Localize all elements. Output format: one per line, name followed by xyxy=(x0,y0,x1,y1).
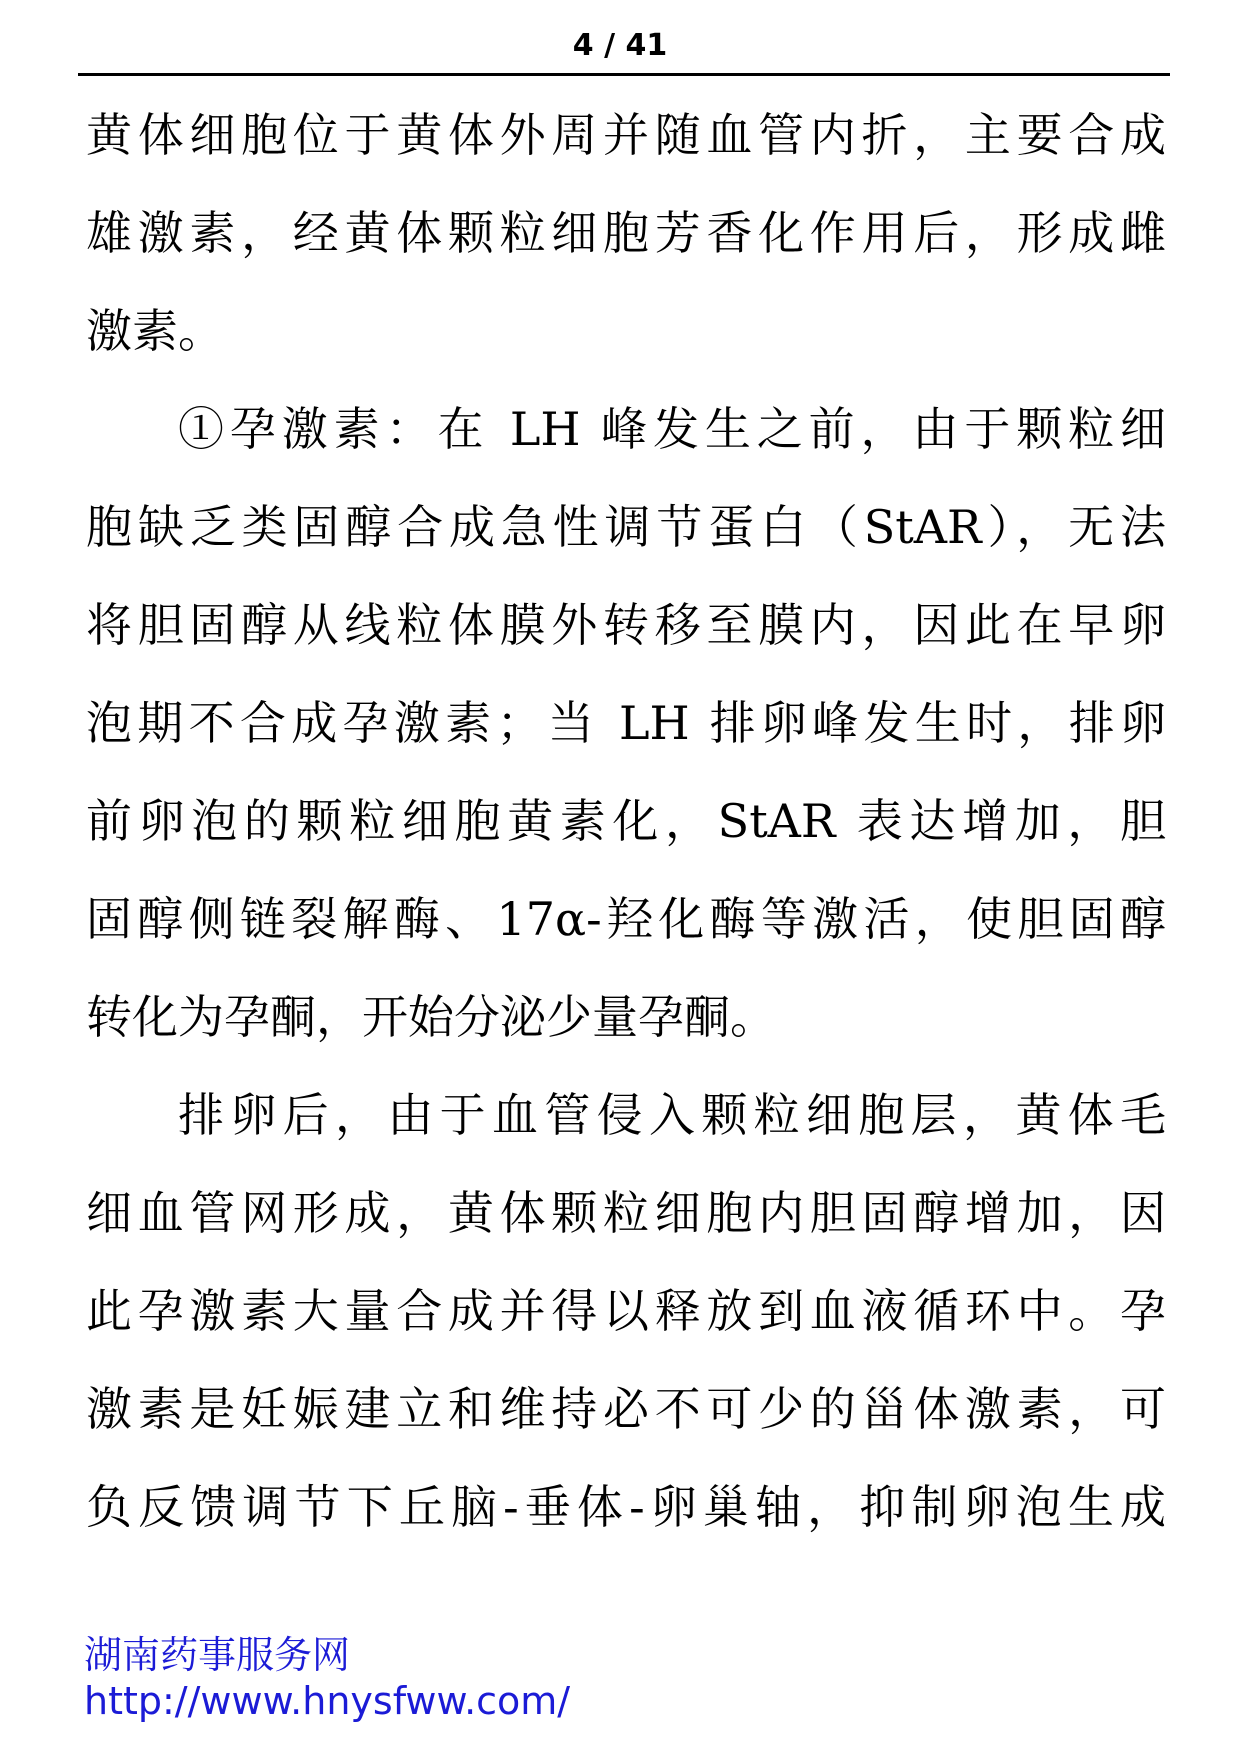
text-line: 负反馈调节下丘脑-垂体-卵巢轴，抑制卵泡生成 xyxy=(86,1480,1166,1534)
text-line: 转化为孕酮，开始分泌少量孕酮。 xyxy=(86,990,776,1044)
paragraph-3 xyxy=(86,1066,1166,1556)
text-line: 激素。 xyxy=(86,304,224,358)
text-line: 前卵泡的颗粒细胞黄素化，StAR 表达增加，胆 xyxy=(86,794,1166,848)
text-line: 泡期不合成孕激素；当 LH 排卵峰发生时，排卵 xyxy=(86,696,1166,750)
footer-site-link[interactable]: http://www.hnysfww.com/ xyxy=(84,1679,571,1723)
text-line: 将胆固醇从线粒体膜外转移至膜内，因此在早卵 xyxy=(86,598,1166,652)
text-line: 细血管网形成，黄体颗粒细胞内胆固醇增加，因 xyxy=(86,1186,1166,1240)
text-line: 此孕激素大量合成并得以释放到血液循环中。孕 xyxy=(86,1284,1166,1338)
footer-site-name: 湖南药事服务网 xyxy=(84,1633,351,1677)
paragraph-2 xyxy=(86,380,1166,1066)
text-line: 激素是妊娠建立和维持必不可少的甾体激素，可 xyxy=(86,1382,1166,1436)
paragraph-1 xyxy=(86,86,1166,380)
text-line: 黄体细胞位于黄体外周并随血管内折，主要合成 xyxy=(86,108,1166,162)
text-line: 固醇侧链裂解酶、17α-羟化酶等激活，使胆固醇 xyxy=(86,892,1166,946)
text-line: 雄激素，经黄体颗粒细胞芳香化作用后，形成雌 xyxy=(86,206,1166,260)
header-divider xyxy=(78,73,1170,76)
text-line: 胞缺乏类固醇合成急性调节蛋白（StAR），无法 xyxy=(86,500,1166,554)
document-body xyxy=(86,86,1166,1556)
page-number: 4 / 41 xyxy=(572,28,668,63)
text-line: ①孕激素：在 LH 峰发生之前，由于颗粒细 xyxy=(178,402,1166,456)
text-line: 排卵后，由于血管侵入颗粒细胞层，黄体毛 xyxy=(178,1088,1166,1142)
footer xyxy=(84,1632,570,1724)
